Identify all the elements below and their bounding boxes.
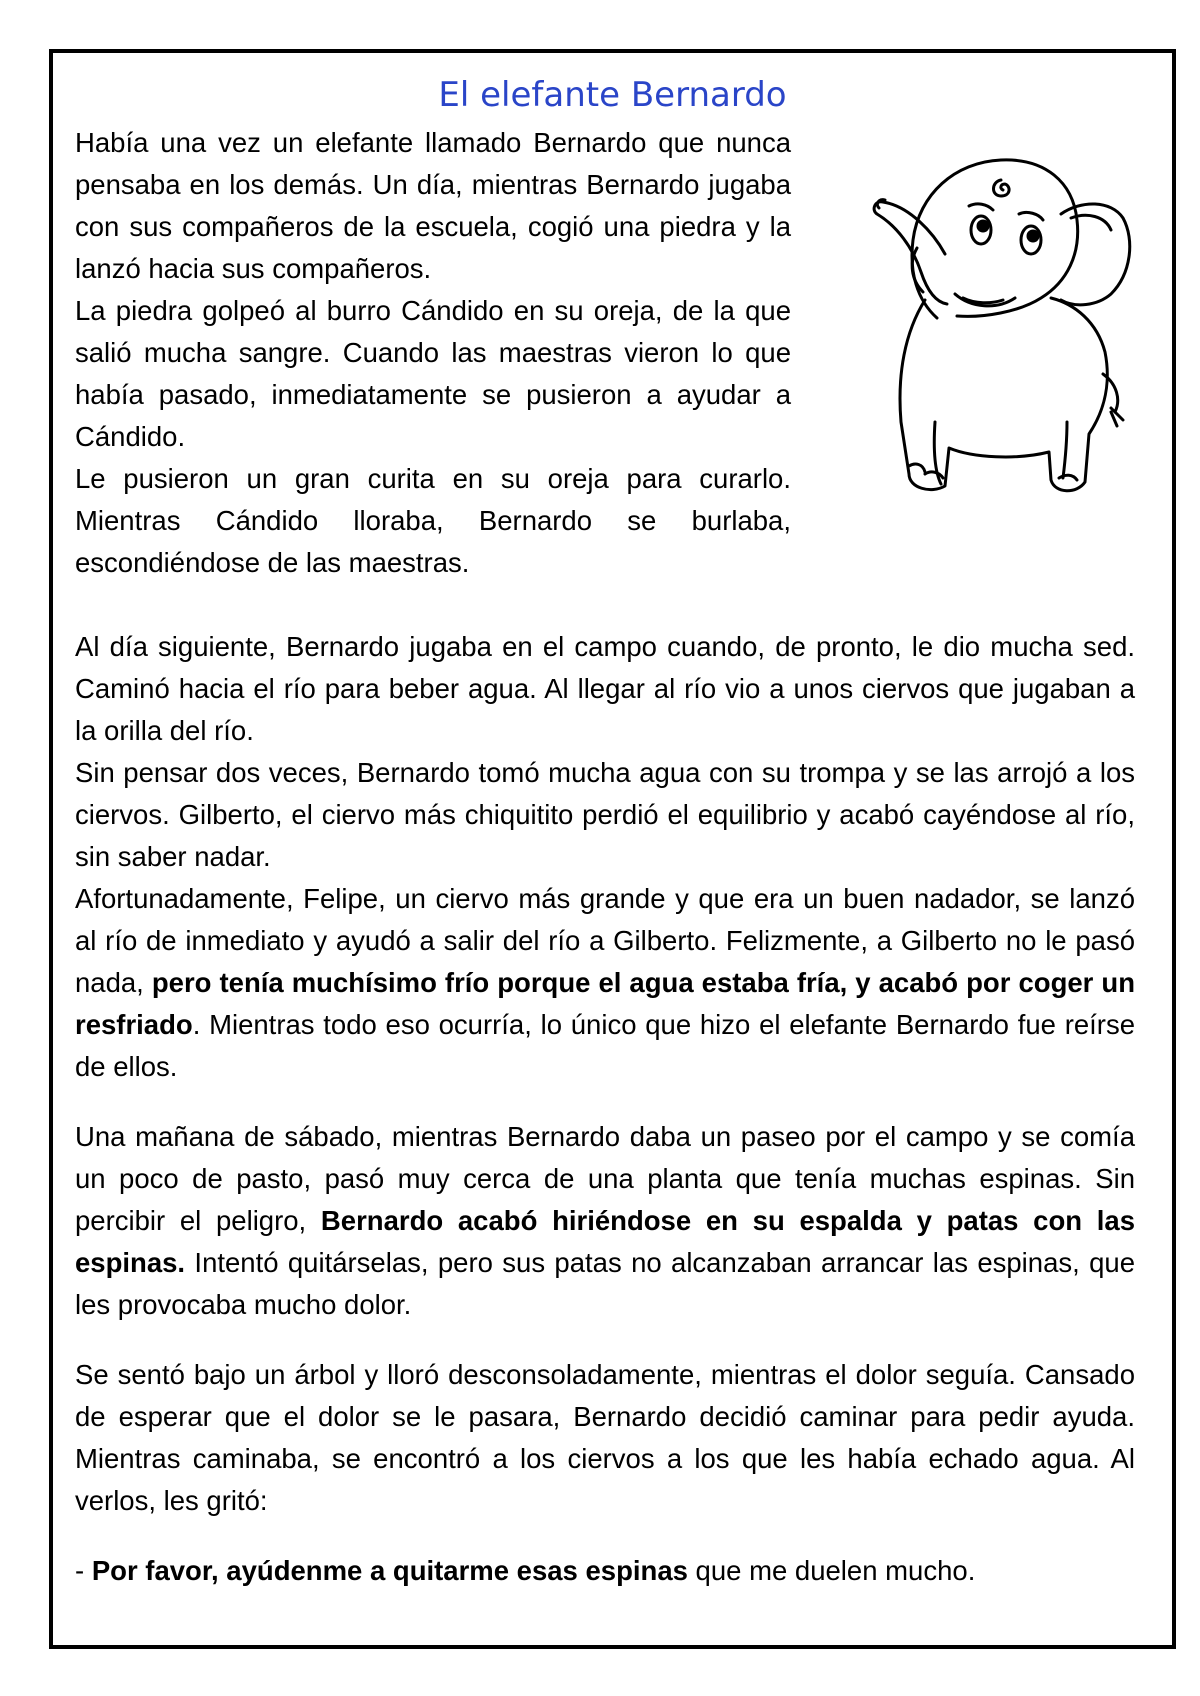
page-title: El elefante Bernardo [438, 75, 787, 115]
paragraph-9-bold: Por favor, ayúdenme a quitarme esas espinas [91, 1555, 688, 1586]
elephant-icon [805, 122, 1135, 514]
paragraph-9 [75, 1550, 1135, 1592]
paragraph-6-bold: pero tenía muchísimo frío porque el agua estaba fría, y acabó por coger un resfriado [75, 967, 1135, 1040]
paragraph-7 [75, 1116, 1135, 1326]
paragraph-6 [75, 878, 1135, 1088]
paragraph-5: Sin pensar dos veces, Bernardo tomó mucha agua con su trompa y se las arrojó a los ciervos. Gilberto, el ciervo más chiquitito perdió el equilibrio y acabó cayéndose al río, sin saber nadar. [75, 757, 1135, 872]
paragraph-3: Le pusieron un gran curita en su oreja para curarlo. Mientras Cándido lloraba, Bernardo se burlaba, escondiéndose de las maestras. [75, 463, 791, 578]
paragraph-4: Al día siguiente, Bernardo jugaba en el campo cuando, de pronto, le dio mucha sed. Caminó hacia el río para beber agua. Al llegar al río vio a unos ciervos que jugaban a la orilla del río. [75, 631, 1135, 746]
paragraph-6-text-c: . Mientras todo eso ocurría, lo único que hizo el elefante Bernardo fue reírse de ellos. [75, 1009, 1135, 1082]
paragraph-7-text-a: Una mañana de sábado, mientras Bernardo daba un paseo por el campo y se comía un poco de pasto, pasó muy cerca de una planta que tenía muchas espinas. Sin percibir el peligro, [75, 1121, 1135, 1236]
paragraph-8: Se sentó bajo un árbol y lloró desconsoladamente, mientras el dolor seguía. Cansado de esperar que el dolor se le pasara, Bernardo decidió caminar para pedir ayuda. Mientras caminaba, se encontró a los ciervos a los que les había echado agua. Al verlos, les gritó: [75, 1359, 1135, 1516]
story-text [75, 122, 1135, 1592]
paragraph-7-bold: Bernardo acabó hiriéndose en su espalda y patas con las espinas. [75, 1205, 1135, 1278]
paragraph-2: La piedra golpeó al burro Cándido en su oreja, de la que salió mucha sangre. Cuando las maestras vieron lo que había pasado, inmediatamente se pusieron a ayudar a Cándido. [75, 295, 791, 452]
worksheet-frame [49, 49, 1176, 1649]
paragraph-6-text-a: Afortunadamente, Felipe, un ciervo más grande y que era un buen nadador, se lanzó al río de inmediato y ayudó a salir del río a Gilberto. Felizmente, a Gilberto no le pasó nada, [75, 883, 1135, 998]
paragraph-9-dash: - [75, 1555, 92, 1586]
paragraph-7-text-c: Intentó quitárselas, pero sus patas no alcanzaban arrancar las espinas, que les provocaba mucho dolor. [75, 1247, 1135, 1320]
paragraph-9-text-c: que me duelen mucho. [687, 1555, 976, 1586]
paragraph-1: Había una vez un elefante llamado Bernardo que nunca pensaba en los demás. Un día, mientras Bernardo jugaba con sus compañeros de la escuela, cogió una piedra y la lanzó hacia sus compañeros. [75, 127, 791, 284]
